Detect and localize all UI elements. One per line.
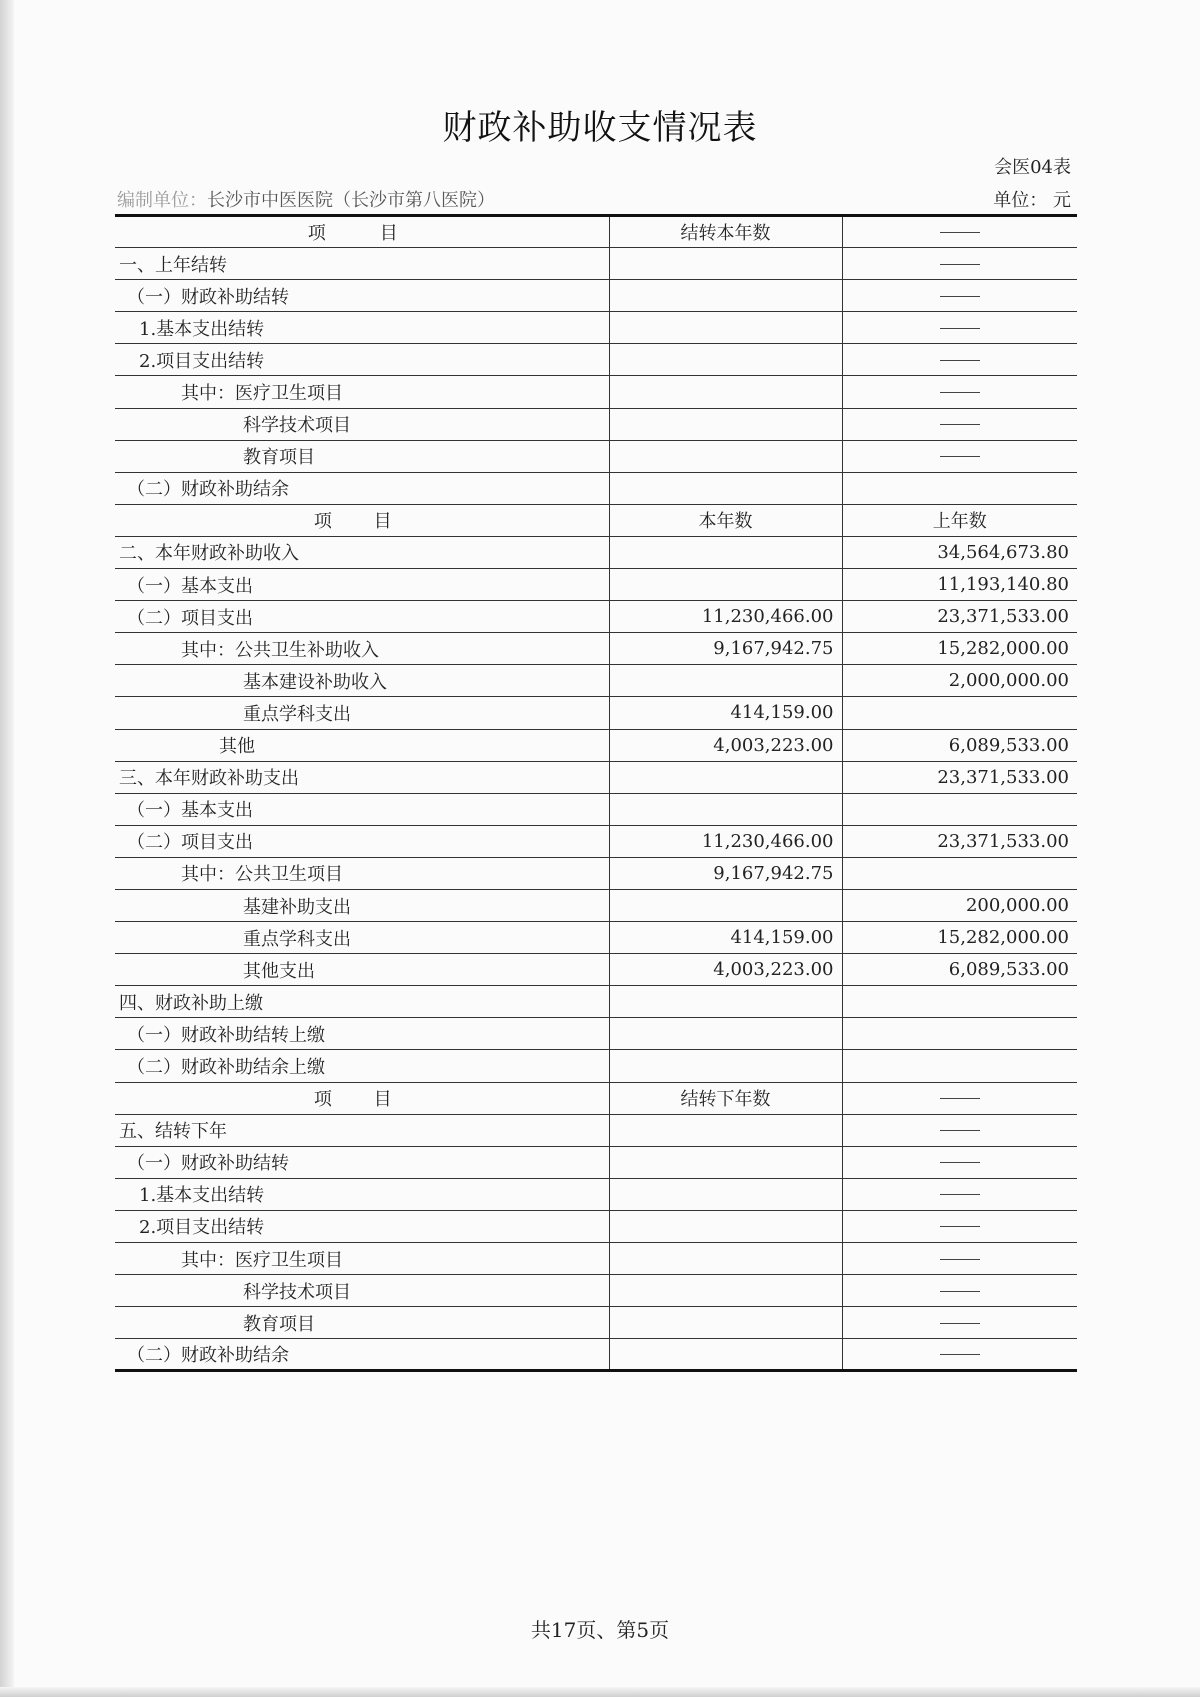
item-cell: （一）财政补助结转 [115, 1146, 609, 1178]
table-row [115, 922, 1077, 954]
item-cell: 二、本年财政补助收入 [115, 536, 609, 568]
value-cell-col2 [609, 1210, 842, 1242]
dash-mark [940, 1194, 980, 1195]
table-row [115, 889, 1077, 921]
table-row [115, 280, 1077, 312]
item-cell: 科学技术项目 [115, 1275, 609, 1307]
item-cell: 重点学科支出 [115, 922, 609, 954]
value-cell-col3 [842, 1275, 1077, 1307]
value-cell-col2: 11,230,466.00 [609, 825, 842, 857]
value-cell-col2: 结转本年数 [609, 216, 842, 248]
value-cell-col3 [842, 440, 1077, 472]
value-cell-col3 [842, 1307, 1077, 1339]
item-cell: 其中：医疗卫生项目 [115, 1243, 609, 1275]
table-header-row [115, 1082, 1077, 1114]
value-cell-col2 [609, 986, 842, 1018]
value-cell-col3: 15,282,000.00 [842, 922, 1077, 954]
value-cell-col3 [842, 344, 1077, 376]
value-cell-col2: 4,003,223.00 [609, 954, 842, 986]
report-meta-line [117, 186, 1071, 210]
value-cell-col3: 2,000,000.00 [842, 665, 1077, 697]
value-cell-col2 [609, 408, 842, 440]
table-row [115, 954, 1077, 986]
page-number: 共17页、第5页 [530, 1618, 670, 1642]
value-cell-col2 [609, 1050, 842, 1082]
value-cell-col3: 23,371,533.00 [842, 761, 1077, 793]
page-bottom-shadow [0, 1687, 1200, 1697]
table-row [115, 408, 1077, 440]
table-body [115, 216, 1077, 1371]
item-cell: 一、上年结转 [115, 248, 609, 280]
dash-mark [940, 1291, 980, 1292]
value-cell-col3: 6,089,533.00 [842, 729, 1077, 761]
item-cell: （一）基本支出 [115, 793, 609, 825]
table-row [115, 1018, 1077, 1050]
value-cell-col2 [609, 344, 842, 376]
item-cell: 五、结转下年 [115, 1114, 609, 1146]
table-row [115, 1307, 1077, 1339]
dash-mark [940, 456, 980, 457]
value-cell-col2 [609, 376, 842, 408]
item-cell: （二）财政补助结余 [115, 472, 609, 504]
value-cell-col3 [842, 1210, 1077, 1242]
value-cell-col2 [609, 1018, 842, 1050]
table-row [115, 1210, 1077, 1242]
preparing-unit-label: 编制单位： [117, 190, 207, 211]
value-cell-col3 [842, 857, 1077, 889]
item-cell: （一）财政补助结转上缴 [115, 1018, 609, 1050]
value-cell-col2 [609, 536, 842, 568]
value-cell-col2: 9,167,942.75 [609, 633, 842, 665]
item-cell: 其中：公共卫生项目 [115, 857, 609, 889]
value-cell-col2: 11,230,466.00 [609, 601, 842, 633]
table-row [115, 1243, 1077, 1275]
value-cell-col3 [842, 1114, 1077, 1146]
value-cell-col3 [842, 1243, 1077, 1275]
table-row [115, 1114, 1077, 1146]
value-cell-col2 [609, 761, 842, 793]
value-cell-col2 [609, 1146, 842, 1178]
table-row [115, 729, 1077, 761]
dash-mark [940, 1323, 980, 1324]
item-cell: （一）财政补助结转 [115, 280, 609, 312]
table-row [115, 793, 1077, 825]
value-cell-col3 [842, 1050, 1077, 1082]
preparing-unit-name: 长沙市中医医院（长沙市第八医院） [207, 190, 495, 211]
value-cell-col3: 200,000.00 [842, 889, 1077, 921]
dash-mark [940, 328, 980, 329]
page-title: 财政补助收支情况表 [442, 108, 758, 148]
table-row [115, 1275, 1077, 1307]
item-cell: 项 目 [115, 216, 609, 248]
item-cell: 三、本年财政补助支出 [115, 761, 609, 793]
dash-mark [940, 1130, 980, 1131]
item-cell: 项 目 [115, 1082, 609, 1114]
page-edge-shadow [0, 0, 14, 1697]
form-code: 会医04表 [994, 157, 1071, 178]
value-cell-col3 [842, 697, 1077, 729]
table-row [115, 312, 1077, 344]
value-cell-col2 [609, 1243, 842, 1275]
item-cell: 项 目 [115, 504, 609, 536]
value-cell-col2 [609, 665, 842, 697]
item-cell: （二）项目支出 [115, 601, 609, 633]
item-cell: 其他 [115, 729, 609, 761]
value-cell-col2 [609, 1307, 842, 1339]
value-cell-col2 [609, 889, 842, 921]
table-row [115, 761, 1077, 793]
table-row [115, 857, 1077, 889]
value-cell-col3 [842, 248, 1077, 280]
dash-mark [940, 264, 980, 265]
dash-mark [940, 360, 980, 361]
value-cell-col2: 414,159.00 [609, 922, 842, 954]
value-cell-col3 [842, 1178, 1077, 1210]
table-row [115, 697, 1077, 729]
item-cell: （二）项目支出 [115, 825, 609, 857]
value-cell-col2 [609, 1178, 842, 1210]
item-cell: （一）基本支出 [115, 569, 609, 601]
value-cell-col2: 414,159.00 [609, 697, 842, 729]
table-row [115, 472, 1077, 504]
value-cell-col2 [609, 1339, 842, 1371]
table-row [115, 1339, 1077, 1371]
dash-mark [940, 1259, 980, 1260]
item-cell: 四、财政补助上缴 [115, 986, 609, 1018]
table-row [115, 1050, 1077, 1082]
value-cell-col2 [609, 440, 842, 472]
item-cell: （二）财政补助结余 [115, 1339, 609, 1371]
item-cell: （二）财政补助结余上缴 [115, 1050, 609, 1082]
table-header-row [115, 216, 1077, 248]
item-cell: 其中：公共卫生补助收入 [115, 633, 609, 665]
value-cell-col2 [609, 280, 842, 312]
value-cell-col2: 9,167,942.75 [609, 857, 842, 889]
item-cell: 2.项目支出结转 [115, 344, 609, 376]
value-cell-col2 [609, 1275, 842, 1307]
item-cell: 其他支出 [115, 954, 609, 986]
item-cell: 教育项目 [115, 440, 609, 472]
currency-unit: 单位： 元 [993, 190, 1071, 211]
value-cell-col2 [609, 793, 842, 825]
value-cell-col2 [609, 569, 842, 601]
dash-mark [940, 1098, 980, 1099]
dash-mark [940, 296, 980, 297]
dash-mark [940, 1226, 980, 1227]
table-row [115, 665, 1077, 697]
item-cell: 2.项目支出结转 [115, 1210, 609, 1242]
value-cell-col3 [842, 986, 1077, 1018]
fiscal-subsidy-table [115, 214, 1077, 1372]
value-cell-col3 [842, 280, 1077, 312]
value-cell-col3 [842, 408, 1077, 440]
dash-mark [940, 392, 980, 393]
value-cell-col2 [609, 1114, 842, 1146]
value-cell-col3 [842, 216, 1077, 248]
table-row [115, 601, 1077, 633]
item-cell: 1.基本支出结转 [115, 312, 609, 344]
value-cell-col3: 11,193,140.80 [842, 569, 1077, 601]
value-cell-col3 [842, 1146, 1077, 1178]
table-row [115, 986, 1077, 1018]
item-cell: 其中：医疗卫生项目 [115, 376, 609, 408]
value-cell-col3: 15,282,000.00 [842, 633, 1077, 665]
value-cell-col3 [842, 793, 1077, 825]
value-cell-col2 [609, 312, 842, 344]
value-cell-col3 [842, 1339, 1077, 1371]
item-cell: 重点学科支出 [115, 697, 609, 729]
table-row [115, 569, 1077, 601]
value-cell-col3 [842, 1082, 1077, 1114]
value-cell-col3 [842, 1018, 1077, 1050]
value-cell-col3: 6,089,533.00 [842, 954, 1077, 986]
item-cell: 科学技术项目 [115, 408, 609, 440]
value-cell-col3: 23,371,533.00 [842, 601, 1077, 633]
value-cell-col2: 结转下年数 [609, 1082, 842, 1114]
value-cell-col3: 34,564,673.80 [842, 536, 1077, 568]
table-row [115, 376, 1077, 408]
item-cell: 教育项目 [115, 1307, 609, 1339]
value-cell-col2: 4,003,223.00 [609, 729, 842, 761]
value-cell-col3: 23,371,533.00 [842, 825, 1077, 857]
table-row [115, 1146, 1077, 1178]
value-cell-col2 [609, 472, 842, 504]
table-row [115, 440, 1077, 472]
value-cell-col3 [842, 312, 1077, 344]
table-row [115, 248, 1077, 280]
value-cell-col2 [609, 248, 842, 280]
dash-mark [940, 232, 980, 233]
table-row [115, 1178, 1077, 1210]
table-row [115, 633, 1077, 665]
dash-mark [940, 424, 980, 425]
table-row [115, 536, 1077, 568]
value-cell-col3 [842, 472, 1077, 504]
dash-mark [940, 1354, 980, 1355]
dash-mark [940, 1162, 980, 1163]
value-cell-col3: 上年数 [842, 504, 1077, 536]
table-row [115, 344, 1077, 376]
table-row [115, 825, 1077, 857]
item-cell: 基本建设补助收入 [115, 665, 609, 697]
item-cell: 1.基本支出结转 [115, 1178, 609, 1210]
preparing-unit [117, 186, 495, 212]
item-cell: 基建补助支出 [115, 889, 609, 921]
value-cell-col2: 本年数 [609, 504, 842, 536]
table-header-row [115, 504, 1077, 536]
value-cell-col3 [842, 376, 1077, 408]
